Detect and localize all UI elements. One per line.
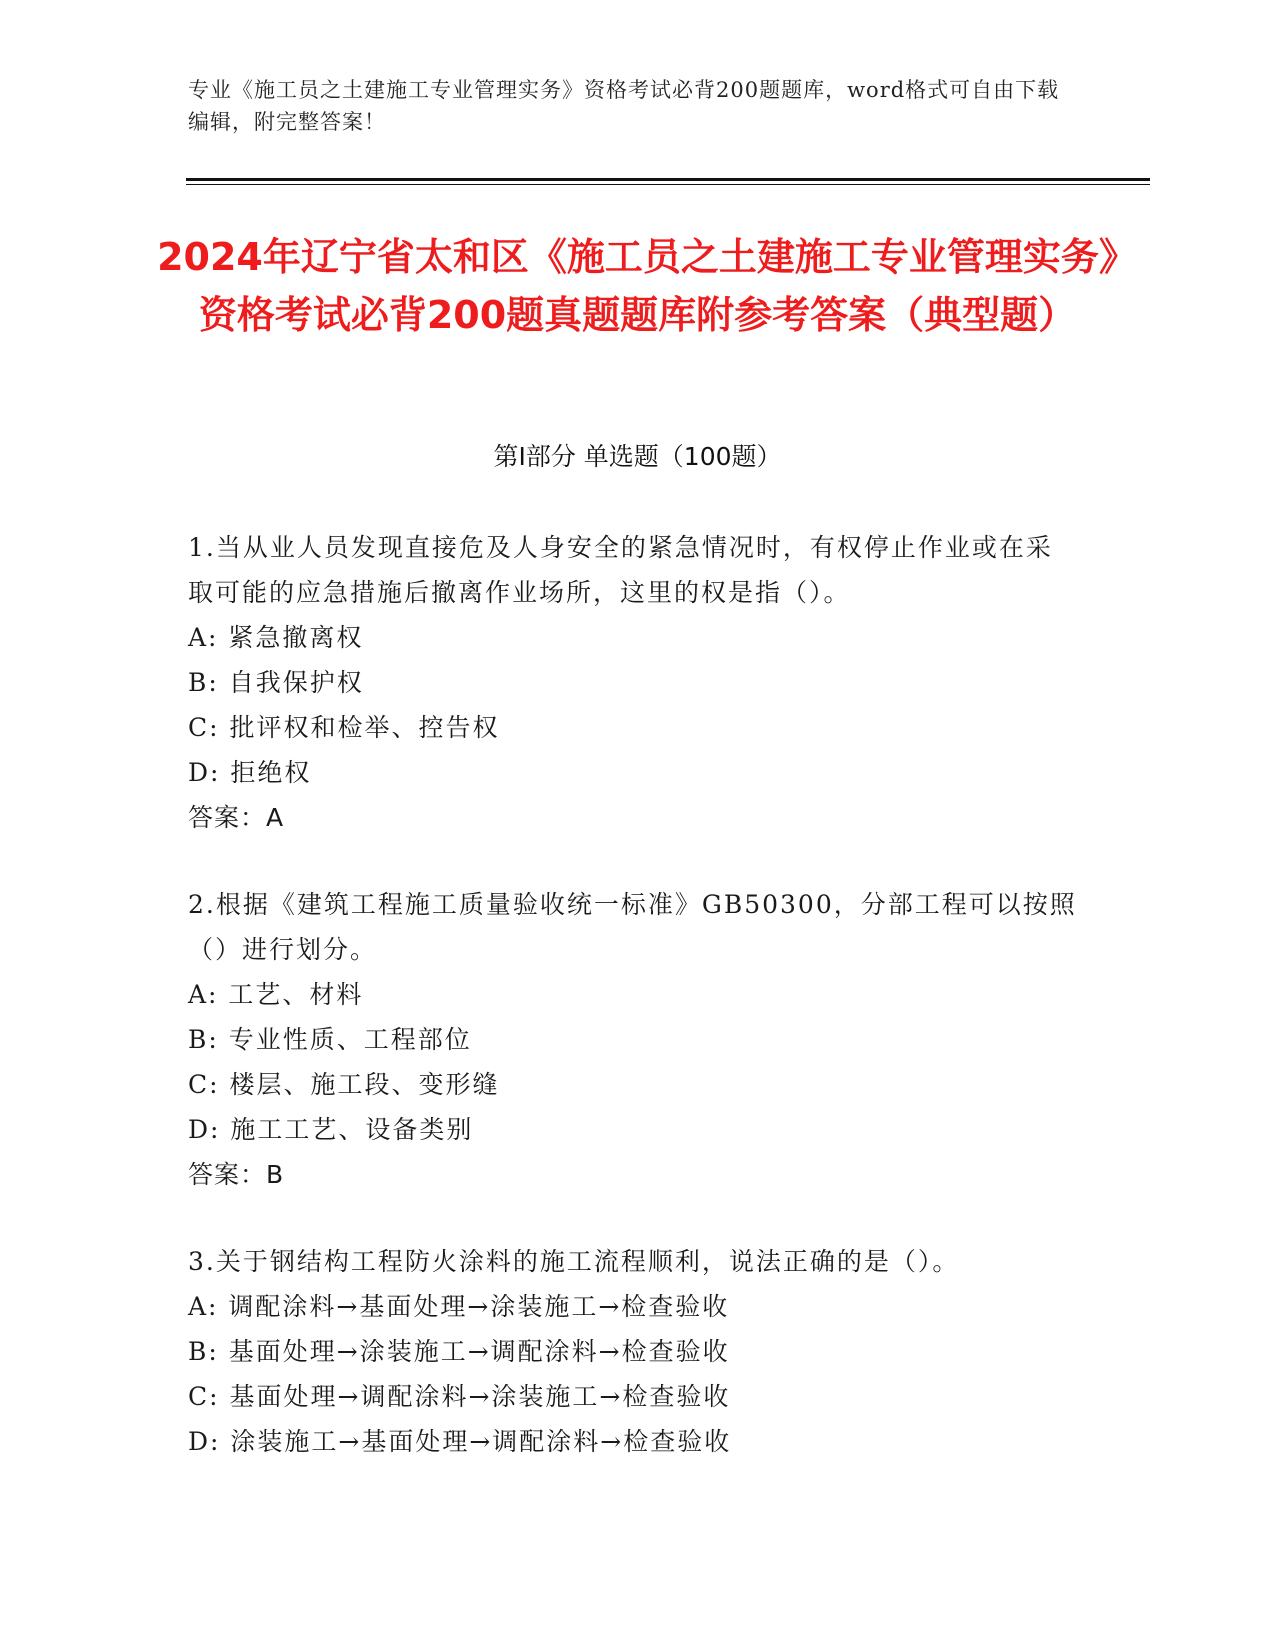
question-stem: 3.关于钢结构工程防火涂料的施工流程顺利，说法正确的是（）。 [188,1247,960,1276]
section-heading: 第Ⅰ部分 单选题（100题） [493,442,782,471]
question-3 [188,1239,1078,1464]
option-c: C: 基面处理→调配涂料→涂装施工→检查验收 [188,1382,731,1411]
option-c: C: 楼层、施工段、变形缝 [188,1070,500,1099]
option-c: C: 批评权和检举、控告权 [188,713,500,742]
question-stem: 1.当从业人员发现直接危及人身安全的紧急情况时，有权停止作业或在采取可能的应急措施后撤离作业场所，这里的权是指（）。 [188,533,1053,607]
option-a: A: 紧急撤离权 [188,623,364,652]
option-b: B: 基面处理→涂装施工→调配涂料→检查验收 [188,1337,730,1366]
question-2 [188,882,1078,1197]
option-d: D: 涂装施工→基面处理→调配涂料→检查验收 [188,1427,732,1456]
header-note: 专业《施工员之土建施工专业管理实务》资格考试必背200题题库，word格式可自由下载编辑，附完整答案！ [188,78,1060,134]
option-a: A: 调配涂料→基面处理→涂装施工→检查验收 [188,1292,730,1321]
option-a: A: 工艺、材料 [188,980,364,1009]
question-list [188,525,1078,1506]
answer-line: 答案：A [188,803,285,832]
option-d: D: 施工工艺、设备类别 [188,1115,474,1144]
document-title: 2024年辽宁省太和区《施工员之土建施工专业管理实务》资格考试必背200题真题题库附参考答案（典型题） [157,235,1118,337]
answer-line: 答案：B [188,1160,285,1189]
option-b: B: 自我保护权 [188,668,364,697]
option-b: B: 专业性质、工程部位 [188,1025,472,1054]
header-divider-thin [186,184,1150,185]
question-stem: 2.根据《建筑工程施工质量验收统一标准》GB50300，分部工程可以按照（）进行划分。 [188,890,1077,964]
question-1 [188,525,1078,840]
option-d: D: 拒绝权 [188,758,312,787]
header-divider-thick [186,178,1150,181]
